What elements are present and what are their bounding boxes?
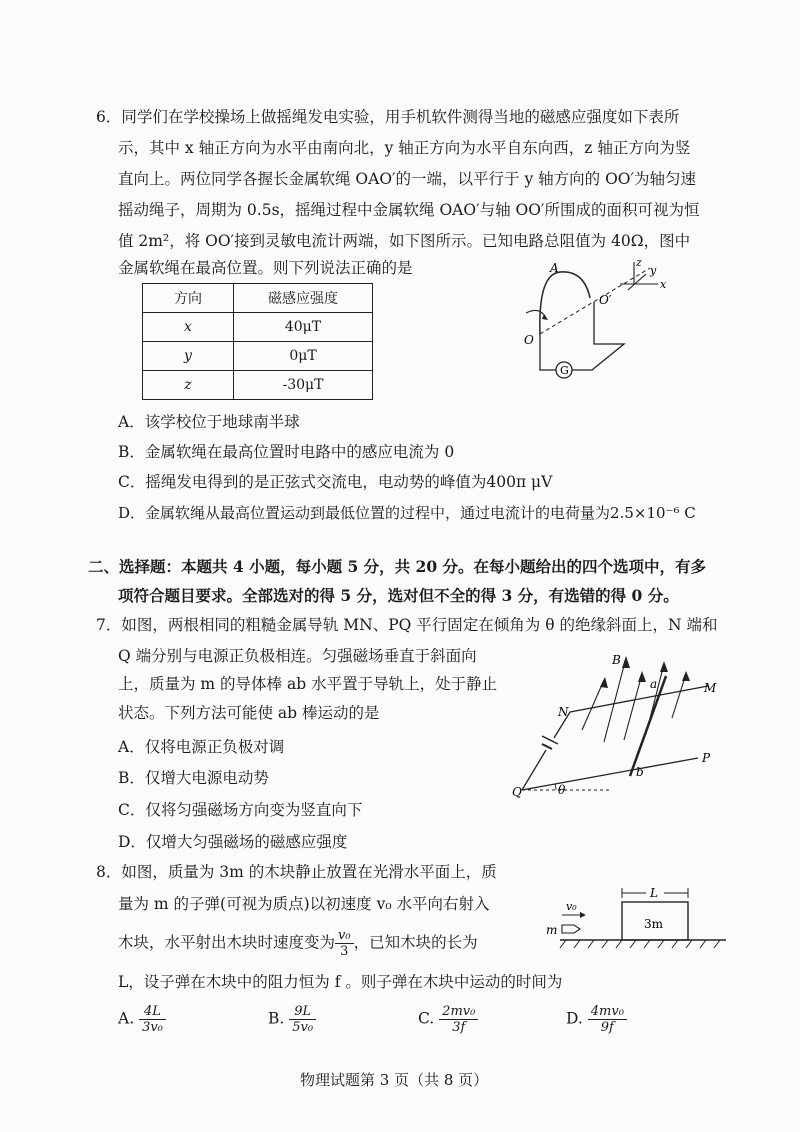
option-fraction — [139, 1004, 166, 1035]
option-fraction — [439, 1004, 478, 1035]
option-label: A. — [118, 1009, 135, 1028]
q7-line-3: 上，质量为 m 的导体棒 ab 水平置于导轨上，处于静止 — [118, 675, 498, 693]
q8-option-c — [418, 1004, 478, 1035]
fraction-numerator: 9L — [289, 1004, 316, 1020]
wire-q — [522, 750, 546, 790]
label-block-mass: 3m — [644, 917, 664, 931]
q6-option-c: C．摇绳发电得到的是正弦式交流电，电动势的峰值为400π μV — [118, 473, 553, 491]
section-2-line-2: 项符合题目要求。全部选对的得 5 分，选对但不全的得 3 分，有选错的得 0 分。 — [118, 586, 679, 605]
axis-y-line — [628, 274, 646, 290]
q6-line-5: 值 2m²，将 OO′接到灵敏电流计两端，如下图所示。已知电路总阻值为 40Ω，图中 — [118, 232, 691, 250]
axis-y-label: y — [650, 264, 657, 277]
battery-long-plate — [542, 736, 558, 744]
q6-line-1: 6．同学们在学校操场上做摇绳发电实验，用手机软件测得当地的磁感应强度如下表所 — [96, 108, 680, 126]
ground-hatching — [560, 940, 720, 948]
label-b-field: B — [612, 653, 621, 667]
q8-line-3-post: ，已知木块的长为 — [353, 933, 478, 952]
table-cell: 0μT — [234, 342, 373, 371]
q7-option-b: B．仅增大电源电动势 — [118, 769, 269, 787]
table-row — [143, 342, 373, 371]
axis-x-label: x — [660, 278, 667, 291]
q7-line-2: Q 端分别与电源正负极相连。匀强磁场垂直于斜面向 — [118, 647, 477, 665]
angle-arc — [554, 784, 556, 790]
wire-right — [572, 302, 624, 370]
label-theta: θ — [558, 783, 566, 797]
fraction-denominator: 9f — [600, 1020, 614, 1035]
section-2-line-1: 二、选择题：本题共 4 小题，每小题 5 分，共 20 分。在每小题给出的四个选项中，有多 — [88, 557, 707, 576]
label-o: O — [524, 333, 534, 347]
q7-line-4: 状态。下列方法可能使 ab 棒运动的是 — [118, 704, 380, 722]
q7-option-a: A．仅将电源正负极对调 — [118, 738, 285, 756]
option-label: C. — [418, 1009, 435, 1028]
fraction-denominator: 3v₀ — [142, 1020, 163, 1035]
table-cell: x — [143, 313, 234, 342]
q6-line-6: 金属软绳在最高位置。则下列说法正确的是 — [118, 259, 413, 277]
fraction-numerator: 4mv₀ — [588, 1004, 627, 1020]
q6-option-d: D．金属软绳从最高位置运动到最低位置的过程中，通过电流计的电荷量为2.5×10⁻⁶ C — [118, 504, 696, 522]
table-cell: -30μT — [234, 371, 373, 400]
q8-option-d — [566, 1004, 627, 1035]
option-label: D. — [566, 1009, 583, 1028]
velocity-arrowhead — [580, 912, 586, 918]
bullet-icon — [562, 925, 580, 933]
rail-nm — [570, 686, 708, 712]
axis-z-label: z — [636, 256, 642, 269]
option-fraction — [588, 1004, 627, 1035]
q8-option-a — [118, 1004, 166, 1035]
fraction-v0-over-3 — [335, 928, 354, 959]
label-v0: v₀ — [566, 900, 577, 913]
label-a: a — [650, 677, 658, 691]
q7-rails-figure — [512, 646, 742, 806]
option-fraction — [289, 1004, 316, 1035]
table-row — [143, 371, 373, 400]
q8-line-2: 量为 m 的子弹(可视为质点)以初速度 v₀ 水平向右射入 — [118, 895, 490, 913]
rail-qp — [522, 758, 698, 790]
table-cell: 40μT — [234, 313, 373, 342]
q6-option-a: A．该学校位于地球南半球 — [118, 413, 300, 431]
q8-line-1: 8．如图，质量为 3m 的木块静止放置在光滑水平面上，质 — [96, 863, 497, 881]
q8-line-3-pre: 木块，水平射出木块时速度变为 — [118, 933, 336, 952]
q8-line-3 — [118, 928, 478, 959]
label-m: M — [704, 681, 717, 695]
battery-short-plate — [542, 744, 552, 749]
label-n: N — [558, 705, 569, 719]
q6-line-4: 摇动绳子，周期为 0.5s，摇绳过程中金属软绳 OAO′与轴 OO′所围成的面积可视为恒 — [118, 201, 700, 219]
label-a: A — [550, 261, 559, 275]
option-label: B. — [268, 1009, 285, 1028]
q8-line-4: L，设子弹在木块中的阻力恒为 f 。则子弹在木块中运动的时间为 — [118, 973, 563, 991]
table-row — [143, 313, 373, 342]
q7-line-1: 7．如图，两根相同的粗糙金属导轨 MN、PQ 平行固定在倾角为 θ 的绝缘斜面上，N 端和 — [96, 616, 718, 634]
q8-option-b — [268, 1004, 316, 1035]
label-p: P — [702, 751, 711, 765]
wire-left — [540, 334, 556, 370]
label-l: L — [650, 886, 658, 900]
table-header-row — [143, 284, 373, 313]
rotation-arrowhead — [542, 314, 548, 320]
label-bullet-mass: m — [546, 923, 558, 937]
q7-option-c: C．仅将匀强磁场方向变为竖直向下 — [118, 801, 363, 819]
magnetic-field-table — [142, 283, 373, 400]
q6-rope-circuit-figure — [500, 258, 690, 388]
page-footer: 物理试题第 3 页（共 8 页） — [300, 1071, 489, 1089]
q6-line-3: 直向上。两位同学各握长金属软绳 OAO′的一端，以平行于 y 轴方向的 OO′为轴匀速 — [118, 170, 697, 188]
fraction-numerator: 2mv₀ — [439, 1004, 478, 1020]
rope-curve — [540, 272, 590, 334]
q6-option-b: B．金属软绳在最高位置时电路中的感应电流为 0 — [118, 443, 455, 461]
fraction-denominator: 5v₀ — [292, 1020, 314, 1035]
q7-option-d: D．仅增大匀强磁场的磁感应强度 — [118, 833, 348, 851]
fraction-denominator: 3f — [452, 1020, 466, 1035]
fraction-numerator: 4L — [139, 1004, 166, 1020]
table-header-field: 磁感应强度 — [234, 284, 373, 313]
table-cell: z — [143, 371, 234, 400]
galvanometer-label: G — [560, 364, 569, 377]
fraction-denominator: 3 — [340, 944, 349, 959]
label-o-prime: O′ — [599, 293, 612, 307]
label-b-end: b — [636, 765, 644, 779]
fraction-numerator: v₀ — [335, 928, 354, 944]
label-q: Q — [512, 785, 522, 799]
table-cell: y — [143, 342, 234, 371]
q8-bullet-block-figure — [540, 884, 730, 954]
table-header-direction: 方向 — [143, 284, 234, 313]
q6-line-2: 示，其中 x 轴正方向为水平由南向北，y 轴正方向为水平自东向西，z 轴正方向为竖 — [118, 139, 691, 157]
